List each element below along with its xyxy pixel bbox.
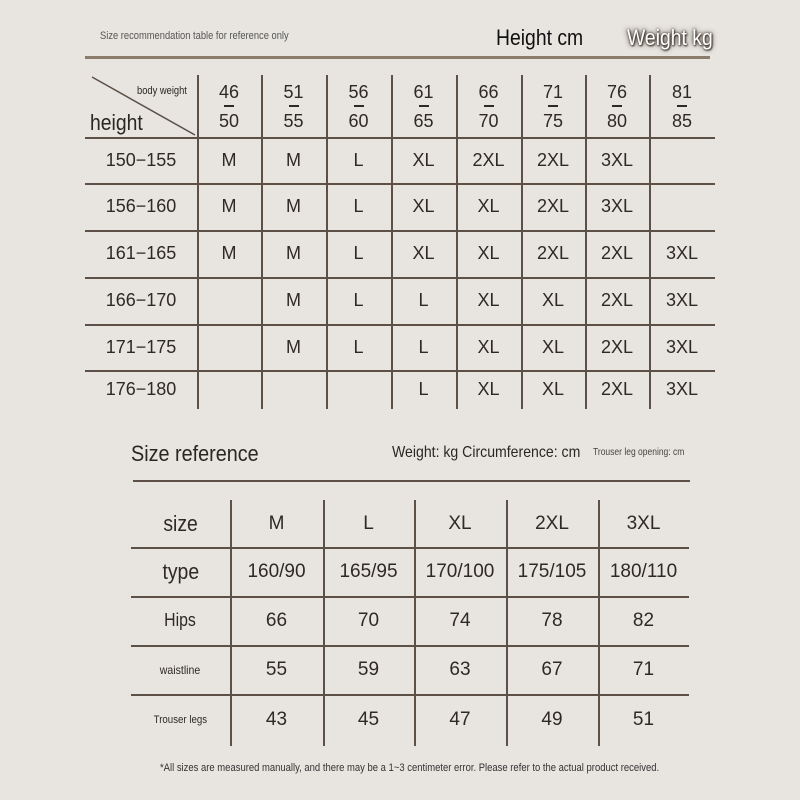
size-reference-title: Size reference (131, 441, 259, 466)
height-range-cell: 161−165 (105, 243, 177, 263)
row-label-text: Trouser legs (153, 714, 208, 726)
size-cell: M (286, 290, 301, 310)
size-cell: 2XL (600, 290, 634, 310)
row-label-text: type (162, 558, 199, 584)
height-range-cell: 156−160 (105, 196, 177, 216)
section-divider (133, 480, 690, 482)
measurement-cell: M (268, 512, 285, 534)
size-cell: L (353, 149, 364, 170)
size-cell (197, 370, 261, 409)
measurement-cell: 74 (449, 609, 471, 631)
height-range-cell: 176−180 (105, 379, 177, 399)
measurement-cell: 49 (541, 709, 563, 730)
row-label (131, 596, 230, 645)
weight-range-header: 51 55 (283, 81, 304, 131)
size-cell: 2XL (600, 379, 634, 399)
measurement-cell: 47 (449, 709, 471, 730)
measurement-cell: 66 (265, 609, 288, 631)
size-reference-table (131, 500, 689, 746)
height-range-cell: 171−175 (105, 336, 177, 357)
size-cell (326, 370, 391, 409)
height-unit-label: Height cm (496, 25, 584, 50)
size-cell: 3XL (600, 196, 634, 216)
measurement-cell: L (363, 512, 374, 534)
size-cell: 3XL (665, 379, 699, 399)
size-cell (649, 183, 715, 230)
measurement-cell: 170/100 (425, 560, 495, 582)
size-cell: 2XL (536, 196, 570, 216)
size-cell: M (286, 196, 301, 216)
size-cell: L (418, 336, 429, 357)
height-range-cell: 150−155 (105, 149, 177, 170)
size-cell: 3XL (665, 243, 699, 263)
size-recommendation-table (85, 75, 715, 409)
row-label (131, 694, 230, 746)
size-cell: XL (541, 290, 565, 310)
measurement-cell: 2XL (535, 512, 569, 534)
measurement-cell: 82 (632, 609, 655, 631)
row-label-text: Hips (164, 610, 197, 630)
size-cell: XL (412, 196, 435, 216)
size-cell: L (353, 290, 364, 310)
measurement-cell: 180/110 (609, 560, 678, 582)
size-cell: XL (412, 149, 435, 170)
size-cell (197, 324, 261, 370)
corner-weight-label: body weight (137, 85, 187, 97)
measurement-cell: 59 (357, 658, 380, 680)
measurement-cell: 165/95 (339, 560, 398, 582)
row-label-text: size (163, 510, 198, 536)
measurement-cell: 67 (541, 658, 563, 680)
table-note: Size recommendation table for reference only (100, 30, 289, 42)
measurement-cell: 70 (357, 609, 380, 631)
weight-range-header: 71 75 (542, 81, 564, 131)
size-cell: XL (541, 336, 565, 357)
size-cell: M (286, 336, 301, 357)
measurement-cell: 3XL (626, 512, 661, 534)
size-cell (261, 370, 326, 409)
size-cell (649, 137, 715, 183)
measurement-cell: 160/90 (247, 560, 306, 582)
size-cell: XL (477, 290, 500, 310)
measurement-footnote: *All sizes are measured manually, and there may be a 1~3 centimeter error. Please refer to the actual product received. (160, 762, 660, 774)
size-cell: 3XL (600, 149, 634, 170)
size-cell: L (418, 290, 429, 310)
size-cell: XL (477, 379, 500, 399)
header-divider (85, 56, 710, 59)
size-cell: M (221, 243, 237, 263)
measurement-cell: XL (448, 512, 472, 534)
measurement-cell: 55 (265, 658, 288, 680)
size-cell: M (286, 243, 301, 263)
size-cell: L (353, 336, 364, 357)
weight-range-header: 61 65 (413, 81, 434, 131)
size-cell: 2XL (536, 149, 570, 170)
size-cell: XL (541, 379, 565, 399)
weight-range-header: 66 70 (478, 81, 499, 131)
size-cell: 2XL (536, 243, 570, 263)
row-label (131, 645, 230, 694)
measurement-cell: 78 (541, 609, 563, 631)
size-cell: L (353, 243, 364, 263)
size-cell: M (286, 149, 301, 170)
row-label-text: waistline (160, 662, 201, 677)
corner-height-label: height (90, 110, 143, 135)
size-cell: XL (477, 336, 500, 357)
weight-range-header: 81 85 (671, 81, 693, 131)
size-cell: XL (477, 243, 500, 263)
trouser-opening-unit-label: Trouser leg opening: cm (593, 447, 685, 458)
size-cell: 3XL (665, 290, 699, 310)
size-cell: 2XL (472, 149, 505, 170)
weight-range-header: 76 80 (606, 81, 628, 131)
weight-range-header: 56 60 (348, 81, 369, 131)
measurement-cell: 43 (265, 709, 288, 730)
size-cell: XL (477, 196, 500, 216)
row-label (131, 547, 230, 596)
measurement-cell: 71 (632, 658, 655, 680)
size-cell: M (221, 196, 237, 216)
size-cell (197, 277, 261, 324)
size-cell: L (418, 379, 429, 399)
measurement-cell: 45 (357, 709, 380, 730)
size-cell: 2XL (600, 336, 634, 357)
size-cell: L (353, 196, 364, 216)
units-label: Weight: kg Circumference: cm (392, 444, 581, 461)
size-cell: 2XL (600, 243, 634, 263)
measurement-cell: 175/105 (517, 560, 587, 582)
size-cell: 3XL (665, 336, 699, 357)
size-cell: M (221, 149, 237, 170)
measurement-cell: 63 (449, 658, 471, 680)
height-range-cell: 166−170 (105, 290, 177, 310)
weight-range-header: 46 50 (218, 81, 240, 131)
weight-unit-label: Weight kg (627, 25, 713, 50)
size-cell: XL (412, 243, 435, 263)
measurement-cell: 51 (632, 709, 655, 730)
row-label (131, 500, 230, 547)
